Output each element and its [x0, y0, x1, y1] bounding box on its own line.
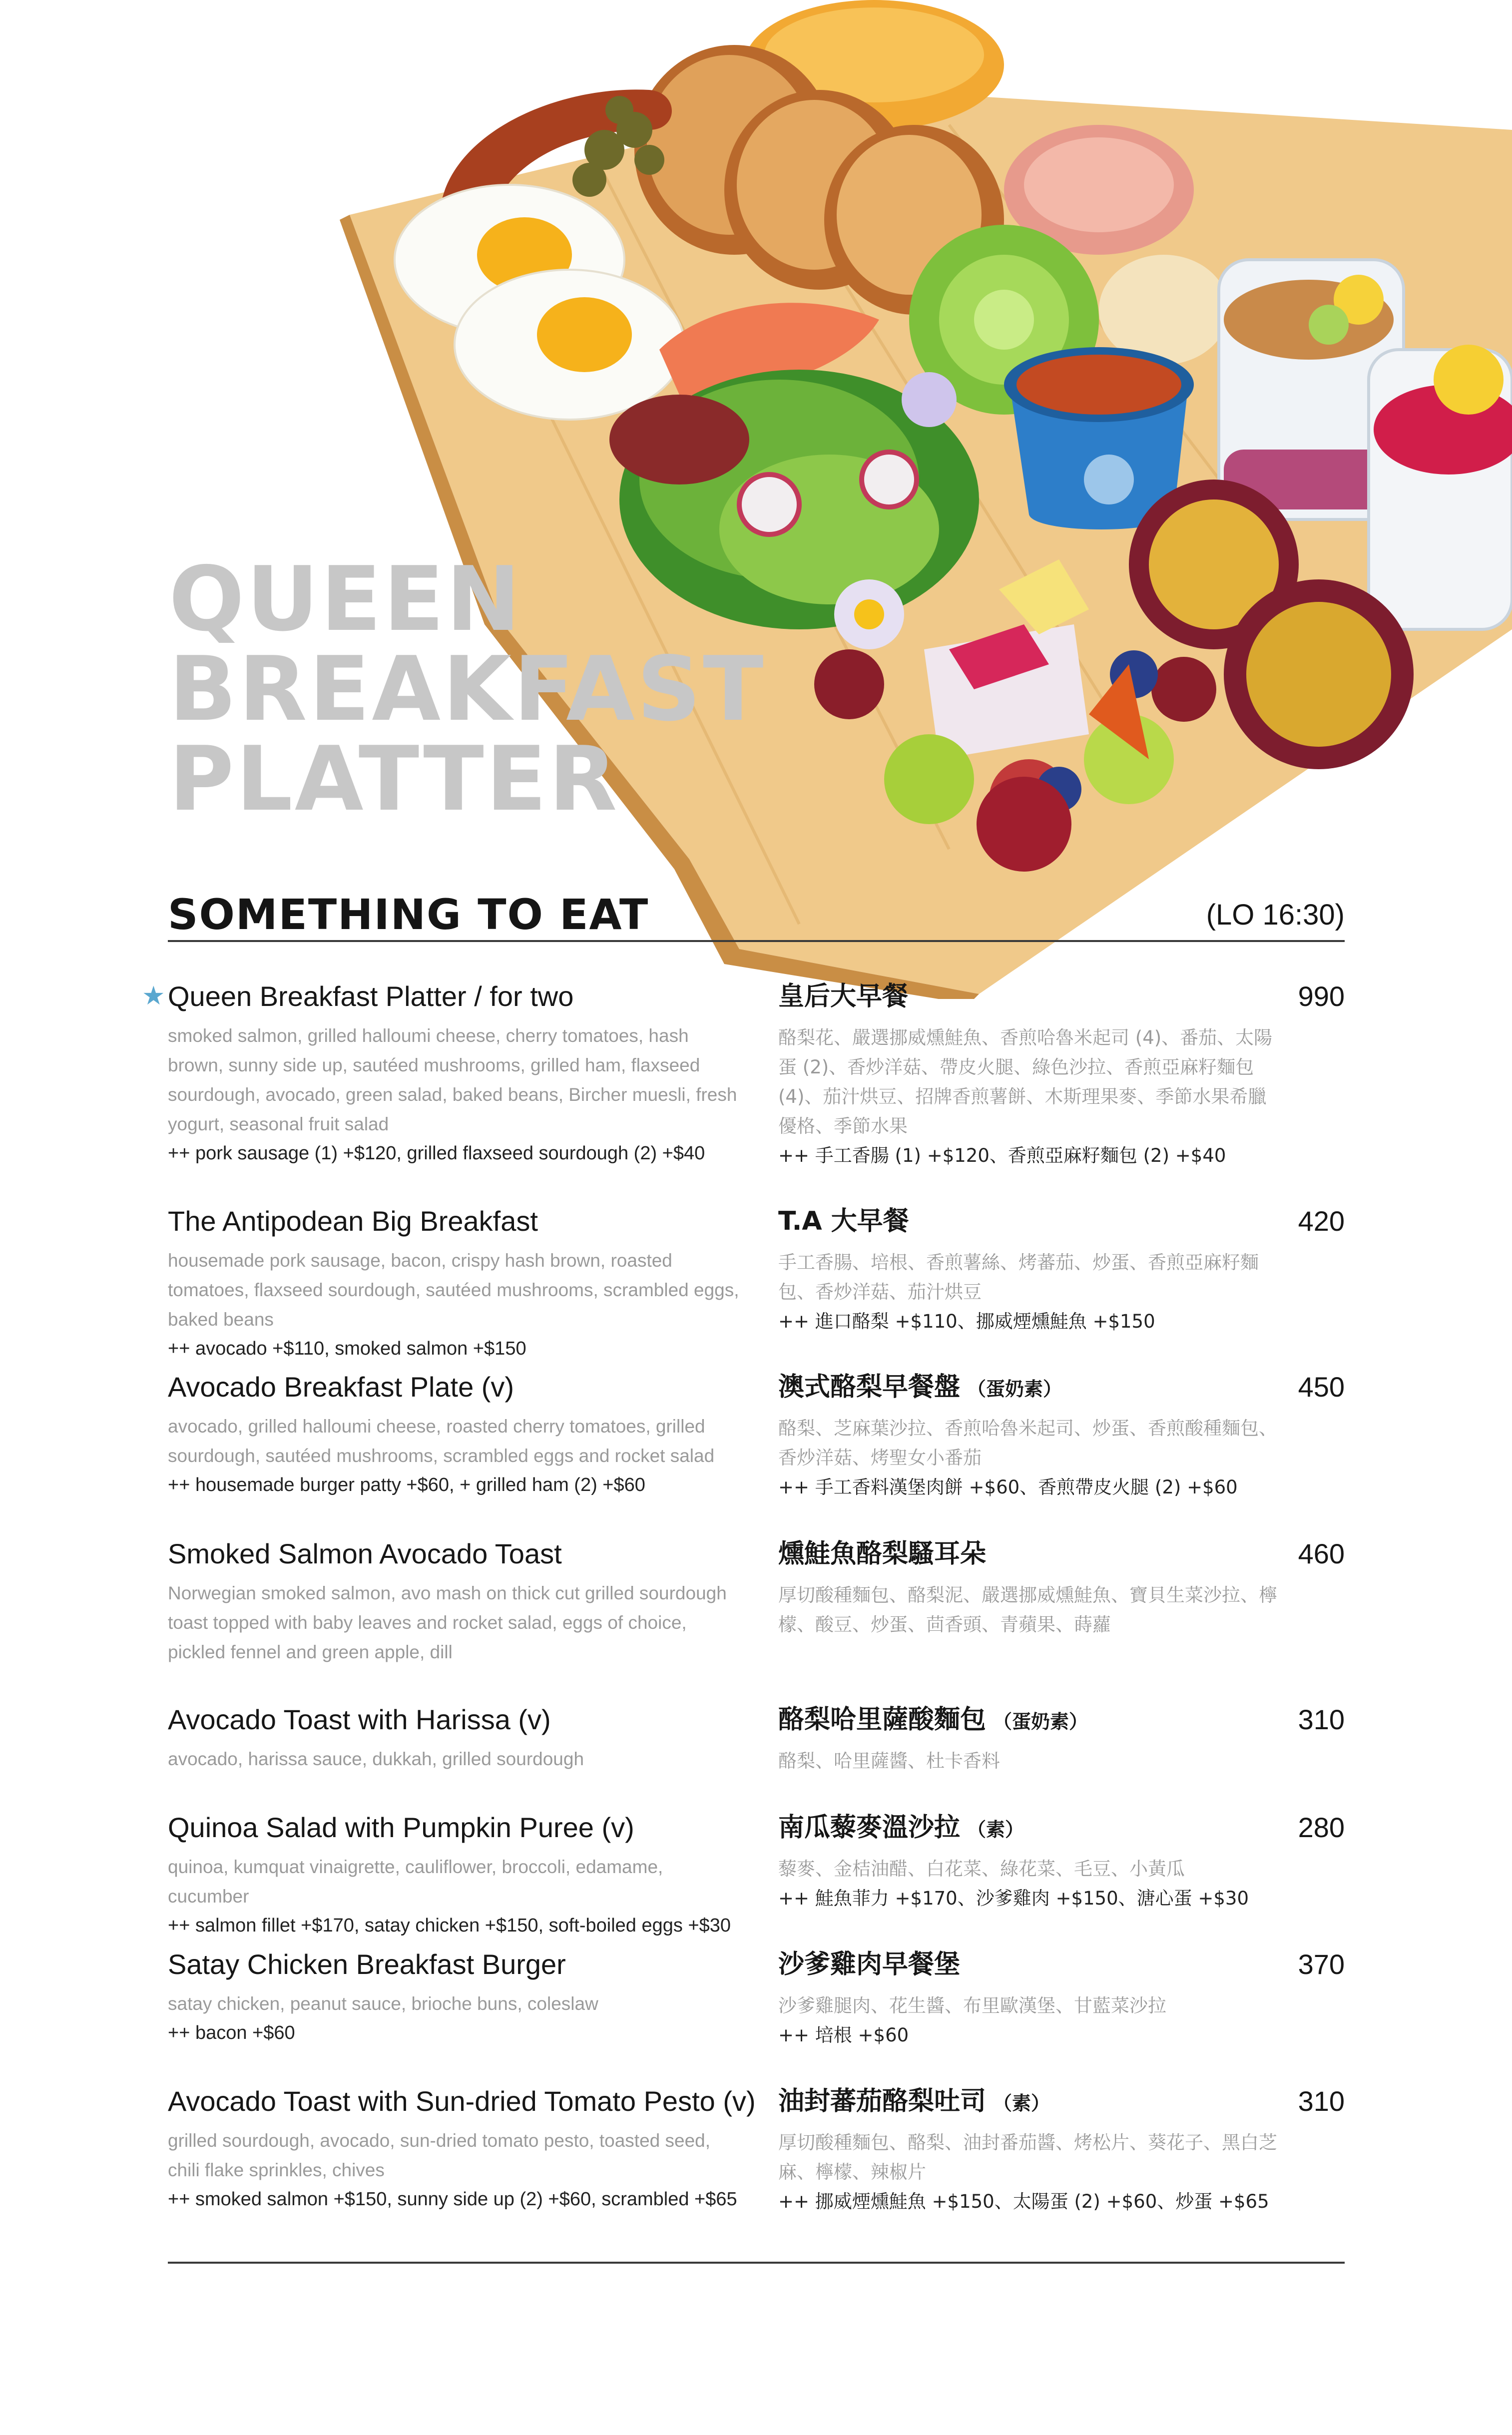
item-desc-en: Norwegian smoked salmon, avo mash on thick cut grilled sourdough toast topped with baby leaves and rocket salad, eggs of choice, pickled fennel and green apple, dill — [168, 1583, 727, 1662]
breakfast-platter-illustration — [0, 0, 1512, 999]
item-chinese — [778, 1702, 1278, 1776]
hero-title — [169, 547, 766, 831]
item-name-zh: 南瓜藜麥溫沙拉 — [778, 1813, 961, 1843]
item-chinese — [778, 1370, 1278, 1502]
item-english — [168, 979, 747, 1168]
item-chinese — [778, 1810, 1278, 1913]
item-addons-en: ++ salmon fillet +$170, satay chicken +$150, soft-boiled eggs +$30 — [168, 1915, 731, 1936]
item-name-en: Avocado Toast with Harissa (v) — [168, 1704, 551, 1735]
item-name-en: Satay Chicken Breakfast Burger — [168, 1948, 566, 1980]
item-addons-en: ++ housemade burger patty +$60, + grilled ham (2) +$60 — [168, 1474, 645, 1495]
item-desc-en: avocado, grilled halloumi cheese, roasted cherry tomatoes, grilled sourdough, sautéed mushrooms, scrambled eggs and rocket salad — [168, 1416, 715, 1466]
item-english — [168, 2084, 756, 2214]
hero-title-line-2: BREAKFAST — [169, 637, 766, 741]
item-desc-zh: 手工香腸、培根、香煎薯絲、烤蕃茄、炒蛋、香煎亞麻籽麵包、香炒洋菇、茄汁烘豆 — [778, 1252, 1259, 1303]
item-english — [168, 1370, 747, 1500]
item-addons-zh: ++ 培根 +$60 — [778, 2024, 909, 2046]
hero — [0, 0, 1512, 999]
item-addons-zh: ++ 挪威煙燻鮭魚 +$150、太陽蛋 (2) +$60、炒蛋 +$65 — [778, 2191, 1269, 2212]
section-header — [168, 880, 1345, 942]
item-addons-en: ++ pork sausage (1) +$120, grilled flaxseed sourdough (2) +$40 — [168, 1143, 705, 1164]
item-desc-zh: 酪梨、哈里薩醬、杜卡香料 — [778, 1750, 1000, 1772]
item-name-en: Avocado Breakfast Plate (v) — [168, 1371, 514, 1403]
item-tag-zh: （素） — [993, 2092, 1050, 2114]
item-chinese — [778, 2084, 1278, 2216]
item-tag-zh: （蛋奶素） — [993, 1711, 1088, 1733]
item-name-en: Smoked Salmon Avocado Toast — [168, 1538, 562, 1569]
item-chinese — [778, 1536, 1278, 1639]
item-name-zh: 沙爹雞肉早餐堡 — [778, 1949, 961, 1979]
item-addons-zh: ++ 手工香腸 (1) +$120、香煎亞麻籽麵包 (2) +$40 — [778, 1145, 1226, 1166]
item-price: 310 — [1298, 1704, 1345, 1735]
item-tag-zh: （蛋奶素） — [967, 1378, 1062, 1400]
last-order-time: (LO 16:30) — [1206, 899, 1345, 931]
item-desc-zh: 沙爹雞腿肉、花生醬、布里歐漢堡、甘藍菜沙拉 — [778, 1995, 1166, 2016]
recommended-star-icon: ★ — [142, 981, 165, 1010]
item-name-zh: 澳式酪梨早餐盤 — [778, 1372, 961, 1402]
item-name-en: The Antipodean Big Breakfast — [168, 1205, 538, 1237]
item-tag-zh: （素） — [967, 1819, 1024, 1841]
item-name-en: Quinoa Salad with Pumpkin Puree (v) — [168, 1812, 634, 1843]
item-desc-zh: 酪梨、芝麻葉沙拉、香煎哈魯米起司、炒蛋、香煎酸種麵包、香炒洋菇、烤聖女小番茄 — [778, 1418, 1277, 1468]
item-addons-zh: ++ 進口酪梨 +$110、挪威煙燻鮭魚 +$150 — [778, 1311, 1155, 1332]
item-addons-zh: ++ 手工香料漢堡肉餅 +$60、香煎帶皮火腿 (2) +$60 — [778, 1476, 1238, 1498]
item-desc-en: quinoa, kumquat vinaigrette, cauliflower, broccoli, edamame, cucumber — [168, 1857, 663, 1907]
item-addons-zh: ++ 鮭魚菲力 +$170、沙爹雞肉 +$150、溏心蛋 +$30 — [778, 1888, 1249, 1909]
item-english — [168, 1947, 747, 2048]
item-addons-en: ++ bacon +$60 — [168, 2022, 295, 2043]
item-name-en: Queen Breakfast Platter / for two — [168, 980, 574, 1012]
item-price: 280 — [1298, 1812, 1345, 1843]
item-desc-en: avocado, harissa sauce, dukkah, grilled sourdough — [168, 1749, 584, 1769]
item-name-zh: 皇后大早餐 — [778, 981, 909, 1011]
item-chinese — [778, 979, 1278, 1170]
item-english — [168, 1810, 747, 1941]
item-addons-en: ++ smoked salmon +$150, sunny side up (2) +$60, scrambled +$65 — [168, 2189, 737, 2210]
item-name-zh: 燻鮭魚酪梨騷耳朵 — [778, 1539, 987, 1569]
item-desc-en: satay chicken, peanut sauce, brioche buns, coleslaw — [168, 1993, 598, 2014]
item-name-zh: 油封蕃茄酪梨吐司 — [778, 2086, 987, 2116]
item-price: 990 — [1298, 980, 1345, 1012]
item-desc-en: grilled sourdough, avocado, sun-dried tomato pesto, toasted seed, chili flake sprinkles, chives — [168, 2130, 711, 2180]
item-english — [168, 1536, 747, 1667]
item-english — [168, 1204, 747, 1364]
section-title: SOMETHING TO EAT — [168, 890, 649, 939]
hero-title-line-1: QUEEN — [169, 547, 523, 651]
item-name-zh: 酪梨哈里薩酸麵包 — [778, 1705, 987, 1735]
item-desc-zh: 藜麥、金桔油醋、白花菜、綠花菜、毛豆、小黃瓜 — [778, 1858, 1185, 1880]
item-desc-zh: 厚切酸種麵包、酪梨、油封番茄醬、烤松片、葵花子、黑白芝麻、檸檬、辣椒片 — [778, 2132, 1277, 2183]
bottom-divider — [168, 2262, 1345, 2264]
item-price: 370 — [1298, 1948, 1345, 1980]
item-english — [168, 1702, 747, 1774]
item-desc-zh: 酪梨花、嚴選挪威燻鮭魚、香煎哈魯米起司 (4)、番茄、太陽蛋 (2)、香炒洋菇、帶皮火腿、綠色沙拉、香煎亞麻籽麵包 (4)、茄汁烘豆、招牌香煎薯餅、木斯理果麥、季節水果希臘優格、季節水果 — [778, 1027, 1273, 1137]
item-desc-en: smoked salmon, grilled halloumi cheese, cherry tomatoes, hash brown, sunny side up, sautéed mushrooms, grilled ham, flaxseed sourdough, avocado, green salad, baked beans, Bircher muesli, fresh yogurt, seasonal fruit salad — [168, 1025, 737, 1134]
item-desc-en: housemade pork sausage, bacon, crispy hash brown, roasted tomatoes, flaxseed sourdough, sautéed mushrooms, scrambled eggs, baked beans — [168, 1250, 739, 1330]
item-name-en: Avocado Toast with Sun-dried Tomato Pesto (v) — [168, 2085, 756, 2117]
item-price: 460 — [1298, 1538, 1345, 1569]
item-chinese — [778, 1204, 1278, 1336]
item-desc-zh: 厚切酸種麵包、酪梨泥、嚴選挪威燻鮭魚、寶貝生菜沙拉、檸檬、酸豆、炒蛋、茴香頭、青蘋果、蒔蘿 — [778, 1584, 1277, 1635]
hero-title-line-3: PLATTER — [169, 727, 619, 831]
item-price: 450 — [1298, 1371, 1345, 1403]
item-price: 420 — [1298, 1205, 1345, 1237]
item-price: 310 — [1298, 2085, 1345, 2117]
item-addons-en: ++ avocado +$110, smoked salmon +$150 — [168, 1338, 526, 1359]
item-chinese — [778, 1947, 1278, 2050]
item-name-zh: T.A 大早餐 — [778, 1206, 909, 1236]
